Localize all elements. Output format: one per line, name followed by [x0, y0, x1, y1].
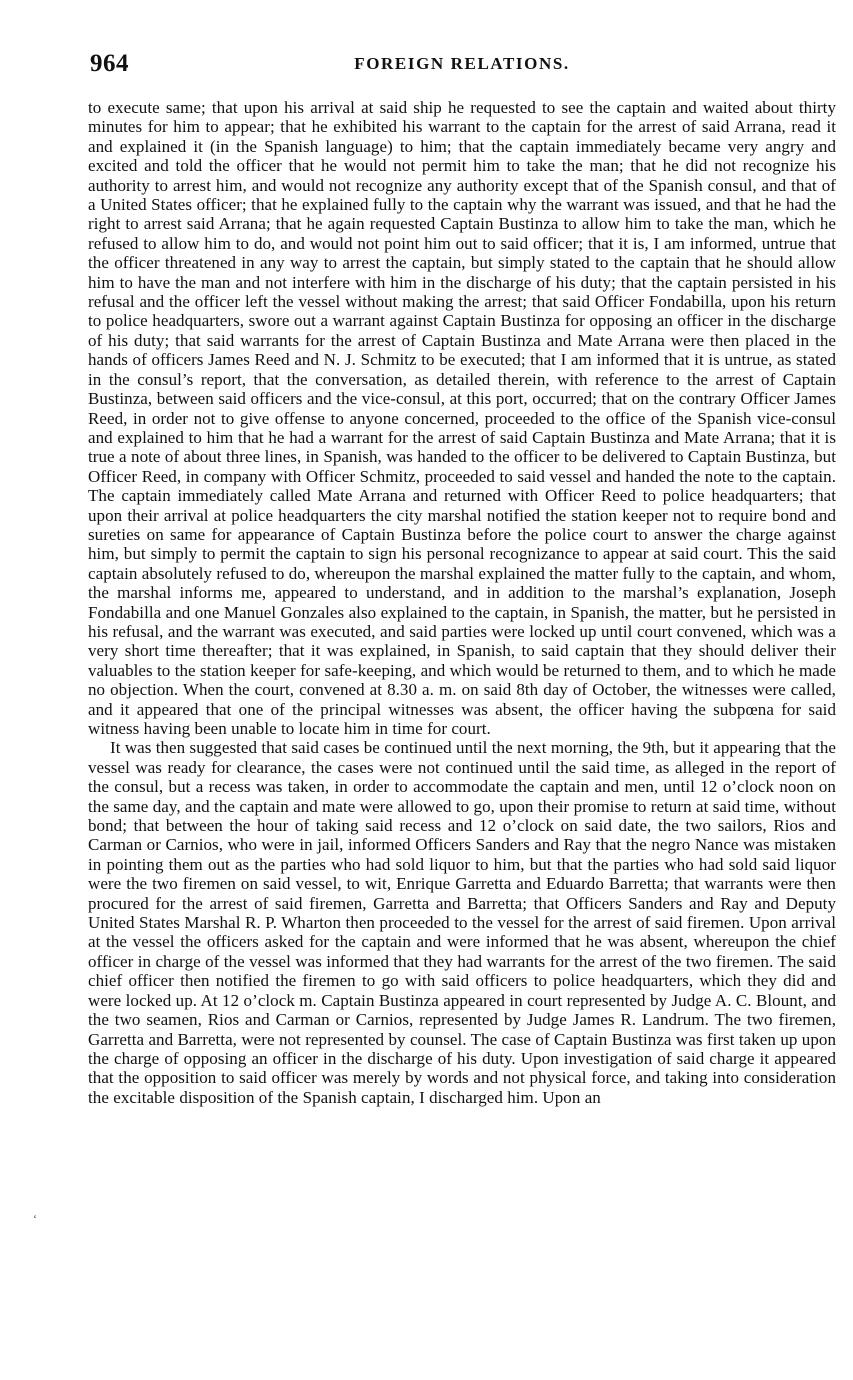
margin-mark: ‘ [33, 1212, 37, 1226]
body-paragraph: It was then suggested that said cases be continued until the next morning, the 9th, but it appearing that the vessel was ready for clearance, the cases were not continued until the said time, as alleged in the report of the consul, but a recess was taken, in order to accommodate the captain and men, until 12 o’clock noon on the same day, and the captain and mate were allowed to go, upon their promise to return at said time, without bond; that between the hour of taking said recess and 12 o’clock on said date, the two sailors, Rios and Carman or Carnios, who were in jail, informed Officers Sanders and Ray that the negro Nance was mistaken in pointing them out as the parties who had sold liquor to him, but that the parties who had sold said liquor were the two firemen on said vessel, to wit, Enrique Garretta and Eduardo Barretta; that warrants were then procured for the arrest of said firemen, Garretta and Barretta; that Officers Sanders and Ray and Deputy United States Marshal R. P. Wharton then proceeded to the vessel for the arrest of said firemen. Upon arrival at the vessel the officers asked for the captain and were informed that he was absent, whereupon the chief officer in charge of the vessel was informed that they had warrants for the arrest of the two firemen. The said chief officer then notified the firemen to go with said officers to police headquarters, which they did and were locked up. At 12 o’clock m. Captain Bustinza appeared in court represented by Judge A. C. Blount, and the two seamen, Rios and Carman or Carnios, represented by Judge James R. Landrum. The two firemen, Garretta and Barretta, were not represented by counsel. The case of Captain Bustinza was first taken up upon the charge of opposing an officer in the discharge of his duty. Upon investigation of said charge it appeared that the opposition to said officer was merely by words and not physical force, and taking into consideration the excitable disposition of the Spanish captain, I discharged him. Upon an [88, 738, 836, 1107]
body-paragraph-continued: to execute same; that upon his arrival at said ship he requested to see the captain and waited about thirty minutes for him to appear; that he exhibited his warrant to the captain for the arrest of said Arrana, read it and explained it (in the Spanish language) to him; that the captain immediately became very angry and excited and told the officer that he would not permit him to take the man; that he did not recognize his authority to arrest him, and would not recognize any authority except that of the Spanish consul, and that of a United States officer; that he explained fully to the captain why the warrant was issued, and that he had the right to arrest said Arrana; that he again requested Captain Bustinza to allow him to take the man, which he refused to allow him to do, and would not point him out to said officer; that it is, I am informed, untrue that the officer threatened in any way to arrest the captain, but simply stated to the captain that he should allow him to have the man and not interfere with him in the discharge of his duty; that the captain persisted in his refusal and the officer left the vessel without making the arrest; that said Officer Fondabilla, upon his return to police headquarters, swore out a warrant against Captain Bustinza for opposing an officer in the discharge of his duty; that said warrants for the arrest of Captain Bustinza and Mate Arrana were then placed in the hands of officers James Reed and N. J. Schmitz to be executed; that I am informed that it is untrue, as stated in the consul’s report, that the conversation, as detailed therein, with reference to the arrest of Captain Bustinza, between said officers and the vice-consul, at this port, occurred; that on the contrary Officer James Reed, in order not to give offense to anyone concerned, proceeded to the office of the Spanish vice-consul and explained to him that he had a warrant for the arrest of said Captain Bustinza and Mate Arrana; that it is true a note of about three lines, in Spanish, was handed to the officer to be delivered to Captain Bustinza, but Officer Reed, in company with Officer Schmitz, proceeded to said vessel and handed the note to the captain. The captain immediately called Mate Arrana and returned with Officer Reed to police headquarters; that upon their arrival at police headquarters the city marshal notified the station keeper not to require bond and sureties on same for appearance of Captain Bustinza before the police court to answer the charge against him, but simply to permit the captain to sign his personal recognizance to appear at said court. This the said captain absolutely refused to do, whereupon the marshal explained the matter fully to the captain, and whom, the marshal informs me, appeared to understand, and in addition to the marshal’s explanation, Joseph Fondabilla and one Manuel Gonzales also explained to the captain, in Spanish, the matter, but he persisted in his refusal, and the warrant was executed, and said parties were locked up until court convened, which was a very short time thereafter; that it was explained, in Spanish, to said captain that they should deliver their valuables to the station keeper for safe-keeping, and which would be returned to them, and to which he made no objection. When the court, convened at 8.30 a. m. on said 8th day of October, the witnesses were called, and it appeared that one of the principal witnesses was absent, the officer having the subpœna for said witness having been unable to locate him in time for court. [88, 98, 836, 738]
running-head [88, 50, 836, 80]
page-number: 964 [90, 50, 129, 77]
document-page [88, 50, 836, 1107]
running-title: FOREIGN RELATIONS. [354, 54, 570, 73]
